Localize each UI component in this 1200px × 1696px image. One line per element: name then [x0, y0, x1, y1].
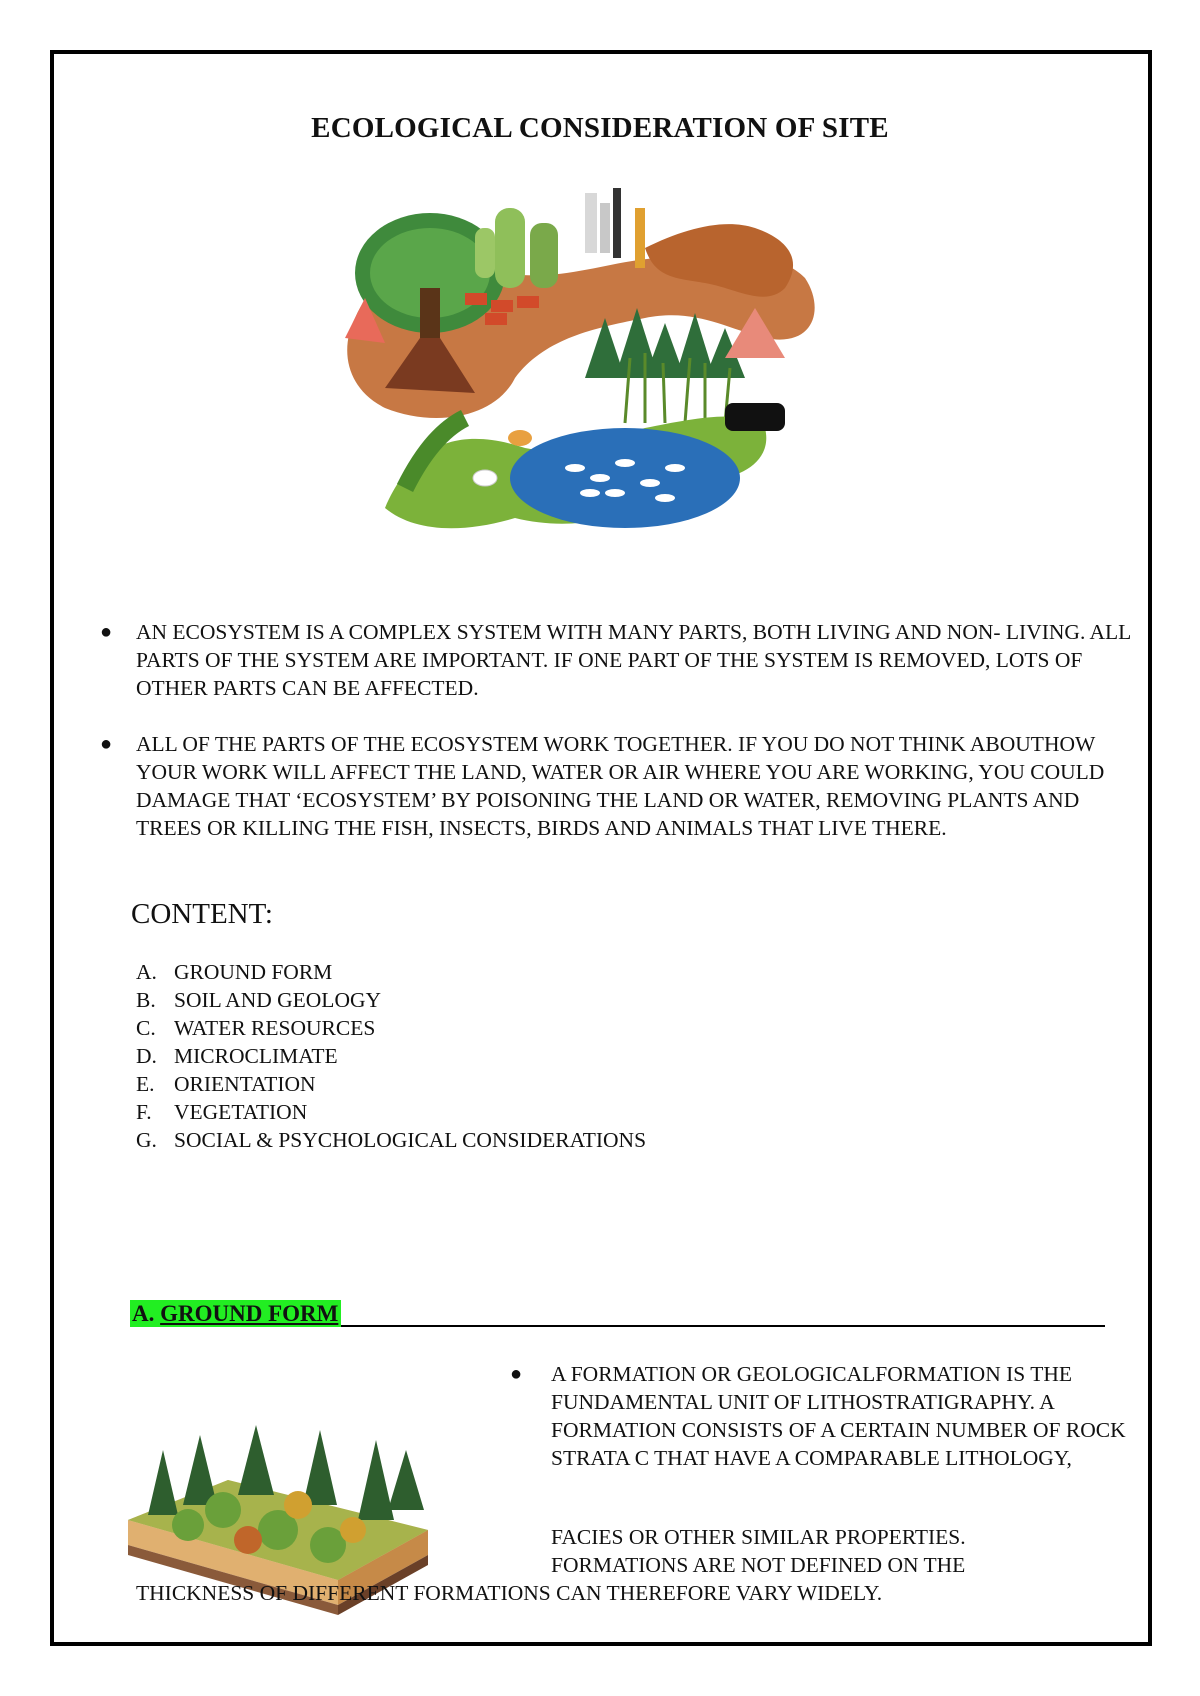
intro-bullets: [96, 618, 1136, 870]
bullet-icon: ●: [100, 621, 113, 643]
list-item: C. WATER RESOURCES: [136, 1016, 376, 1040]
list-item: ● ALL OF THE PARTS OF THE ECOSYSTEM WORK TOGETHER. IF YOU DO NOT THINK ABOUTHOW YOUR WORK WILL AFFECT THE LAND, WATER OR AIR WHERE YOU ARE WORKING, YOU COULD DAMAGE THAT ‘ECOSYSTEM’ BY POISONING THE LAND OR WATER, REMOVING PLANTS AND TREES OR KILLING THE FISH, INSECTS, BIRDS AND ANIMALS THAT LIVE THERE.: [100, 732, 1105, 840]
list-item: F. VEGETATION: [136, 1100, 308, 1124]
section-heading-ground-form: A. GROUND FORM: [130, 1300, 341, 1327]
list-item: D. MICROCLIMATE: [136, 1044, 338, 1068]
content-list: [136, 958, 646, 1154]
ground-form-last-line: THICKNESS OF DIFFERENT FORMATIONS CAN THEREFORE VARY WIDELY.: [136, 1581, 883, 1605]
ecosystem-illustration: [345, 188, 845, 558]
list-item: E. ORIENTATION: [136, 1072, 316, 1096]
bullet-icon: ●: [100, 733, 113, 755]
list-item: A. GROUND FORM: [136, 960, 333, 984]
ground-form-paragraph: FACIES OR OTHER SIMILAR PROPERTIES. FORMATIONS ARE NOT DEFINED ON THE: [551, 1525, 966, 1577]
list-item: ● AN ECOSYSTEM IS A COMPLEX SYSTEM WITH MANY PARTS, BOTH LIVING AND NON- LIVING. ALL PARTS OF THE SYSTEM ARE IMPORTANT. IF ONE PART OF THE SYSTEM IS REMOVED, LOTS OF OTHER PARTS CAN BE AFFECTED.: [100, 620, 1131, 700]
bullet-icon: ●: [510, 1363, 523, 1385]
page-title: ECOLOGICAL CONSIDERATION OF SITE: [311, 112, 889, 144]
list-item: B. SOIL AND GEOLOGY: [136, 988, 382, 1012]
list-item: G. SOCIAL & PSYCHOLOGICAL CONSIDERATIONS: [136, 1128, 647, 1152]
content-heading: CONTENT:: [131, 898, 273, 930]
